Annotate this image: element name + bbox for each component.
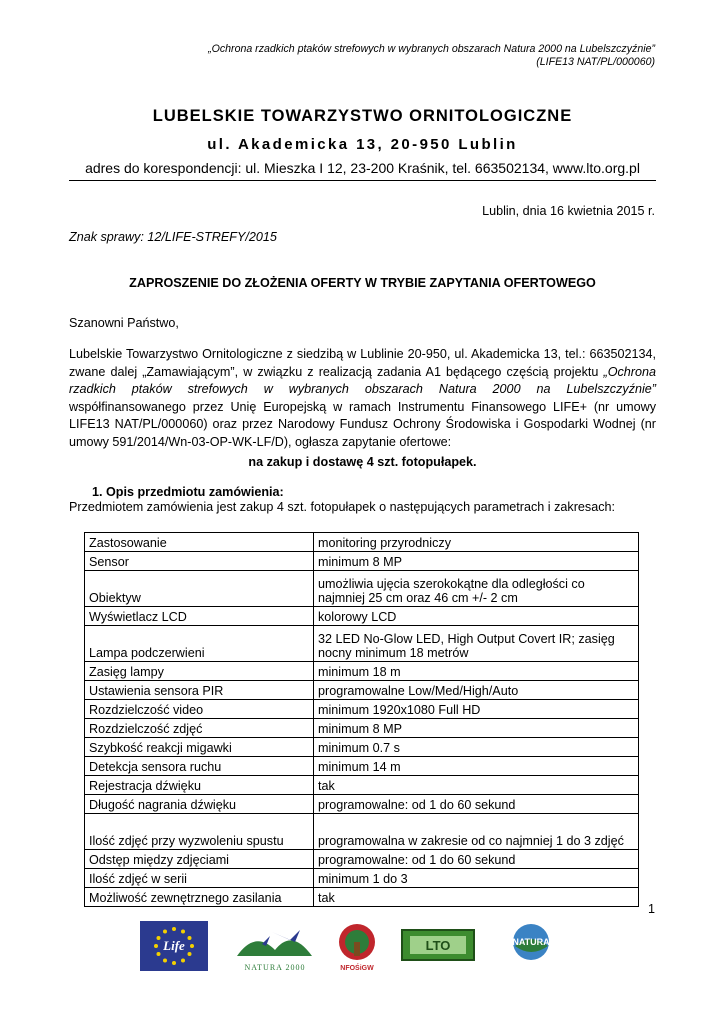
document-title: ZAPROSZENIE DO ZŁOŻENIA OFERTY W TRYBIE ZAPYTANIA OFERTOWEGO [129, 276, 596, 290]
spec-parameter: Rozdzielczość zdjęć [85, 719, 314, 738]
spec-parameter: Lampa podczerwieni [85, 626, 314, 662]
spec-parameter: Zastosowanie [85, 533, 314, 552]
life-eu-logo [140, 921, 208, 971]
spec-parameter: Zasięg lampy [85, 662, 314, 681]
spec-parameter: Wyświetlacz LCD [85, 607, 314, 626]
life-logo-text: Life [163, 938, 185, 953]
spec-parameter: Szybkość reakcji migawki [85, 738, 314, 757]
spec-value: umożliwia ujęcia szerokokątne dla odległości co najmniej 25 cm oraz 46 cm +/- 2 cm [314, 571, 639, 607]
spec-row [85, 719, 639, 738]
spec-parameter: Sensor [85, 552, 314, 571]
spec-parameter: Obiektyw [85, 571, 314, 607]
header-project-title: „Ochrona rzadkich ptaków strefowych w wybranych obszarach Natura 2000 na Lubelszczyźnie” [208, 43, 655, 55]
spec-row [85, 795, 639, 814]
spec-row [85, 888, 639, 907]
spec-parameter: Ilość zdjęć w serii [85, 869, 314, 888]
spec-value: minimum 8 MP [314, 552, 639, 571]
spec-row [85, 850, 639, 869]
organization-address: ul. Akademicka 13, 20-950 Lublin [207, 136, 518, 153]
spec-value: kolorowy LCD [314, 607, 639, 626]
lto-logo-text: LTO [425, 938, 451, 953]
spec-row [85, 607, 639, 626]
spec-parameter: Ustawienia sensora PIR [85, 681, 314, 700]
spec-row [85, 552, 639, 571]
spec-table [84, 532, 639, 907]
spec-parameter: Rozdzielczość video [85, 700, 314, 719]
lto-logo [402, 930, 474, 960]
spec-parameter: Długość nagrania dźwięku [85, 795, 314, 814]
spec-parameter: Ilość zdjęć przy wyzwoleniu spustu [85, 814, 314, 850]
page-number: 1 [647, 902, 655, 916]
spec-value: minimum 1 do 3 [314, 869, 639, 888]
spec-row [85, 700, 639, 719]
body-part-1: Lubelskie Towarzystwo Ornitologiczne z siedzibą w Lublinie 20-950, ul. Akademicka 13, tel.: 663502134, zwane dalej „Zamawiającym”, w związku z realizacją zadania A1 będącego częścią projektu [69, 347, 656, 379]
body-paragraph [69, 346, 656, 452]
letter-date: Lublin, dnia 16 kwietnia 2015 r. [482, 204, 655, 218]
spec-row [85, 738, 639, 757]
natura-logo-text: NATURA 2000 [244, 963, 306, 972]
spec-row [85, 681, 639, 700]
nfosigw-logo [339, 924, 375, 972]
natura-international-logo [512, 924, 550, 960]
spec-row [85, 757, 639, 776]
spec-row [85, 626, 639, 662]
header-project-code: (LIFE13 NAT/PL/000060) [536, 56, 655, 68]
spec-value: minimum 18 m [314, 662, 639, 681]
spec-value: minimum 0.7 s [314, 738, 639, 757]
funding-logos [0, 916, 725, 976]
body-project-name: „Ochrona rzadkich ptaków strefowych w wybranych obszarach Natura 2000 na Lubelszczyźnie” [69, 364, 656, 397]
spec-value: minimum 1920x1080 Full HD [314, 700, 639, 719]
section-heading: 1. Opis przedmiotu zamówienia: [92, 485, 284, 499]
natura-2000-logo [237, 930, 312, 972]
order-subject: na zakup i dostawę 4 szt. fotopułapek. [248, 455, 477, 469]
case-reference: Znak sprawy: 12/LIFE-STREFY/2015 [69, 230, 277, 244]
organization-name: LUBELSKIE TOWARZYSTWO ORNITOLOGICZNE [152, 107, 573, 125]
spec-row [85, 533, 639, 552]
header-divider [69, 180, 656, 181]
spec-value: monitoring przyrodniczy [314, 533, 639, 552]
spec-parameter: Odstęp między zdjęciami [85, 850, 314, 869]
body-part-2: współfinansowanego przez Unię Europejską w ramach Instrumentu Finansowego LIFE+ (nr umowy LIFE13 NAT/PL/000060) oraz przez Narodowy Fundusz Ochrony Środowiska i Gospodarki Wodnej (nr umowy 591/2014/Wn-03-OP-WK-LF/D), ogłasza zapytanie ofertowe: [69, 399, 656, 449]
spec-value: programowalne: od 1 do 60 sekund [314, 795, 639, 814]
spec-value: minimum 8 MP [314, 719, 639, 738]
natura-intl-logo-text: NATURA [512, 937, 550, 947]
spec-parameter: Detekcja sensora ruchu [85, 757, 314, 776]
spec-value: programowalna w zakresie od co najmniej 1 do 3 zdjęć [314, 814, 639, 850]
greeting: Szanowni Państwo, [69, 316, 179, 330]
spec-row [85, 571, 639, 607]
spec-value: programowalne: od 1 do 60 sekund [314, 850, 639, 869]
spec-value: 32 LED No-Glow LED, High Output Covert IR; zasięg nocny minimum 18 metrów [314, 626, 639, 662]
spec-row [85, 662, 639, 681]
nfosigw-logo-text: NFOŚiGW [340, 965, 374, 972]
section-description: Przedmiotem zamówienia jest zakup 4 szt. fotopułapek o następujących parametrach i zakresach: [69, 500, 616, 514]
spec-row [85, 814, 639, 850]
spec-value: programowalne Low/Med/High/Auto [314, 681, 639, 700]
spec-row [85, 776, 639, 795]
spec-parameter: Możliwość zewnętrznego zasilania [85, 888, 314, 907]
spec-row [85, 869, 639, 888]
spec-value: minimum 14 m [314, 757, 639, 776]
spec-value: tak [314, 888, 639, 907]
spec-value: tak [314, 776, 639, 795]
spec-parameter: Rejestracja dźwięku [85, 776, 314, 795]
correspondence-address: adres do korespondencji: ul. Mieszka I 12, 23-200 Kraśnik, tel. 663502134, www.lto.org.pl [85, 160, 640, 176]
